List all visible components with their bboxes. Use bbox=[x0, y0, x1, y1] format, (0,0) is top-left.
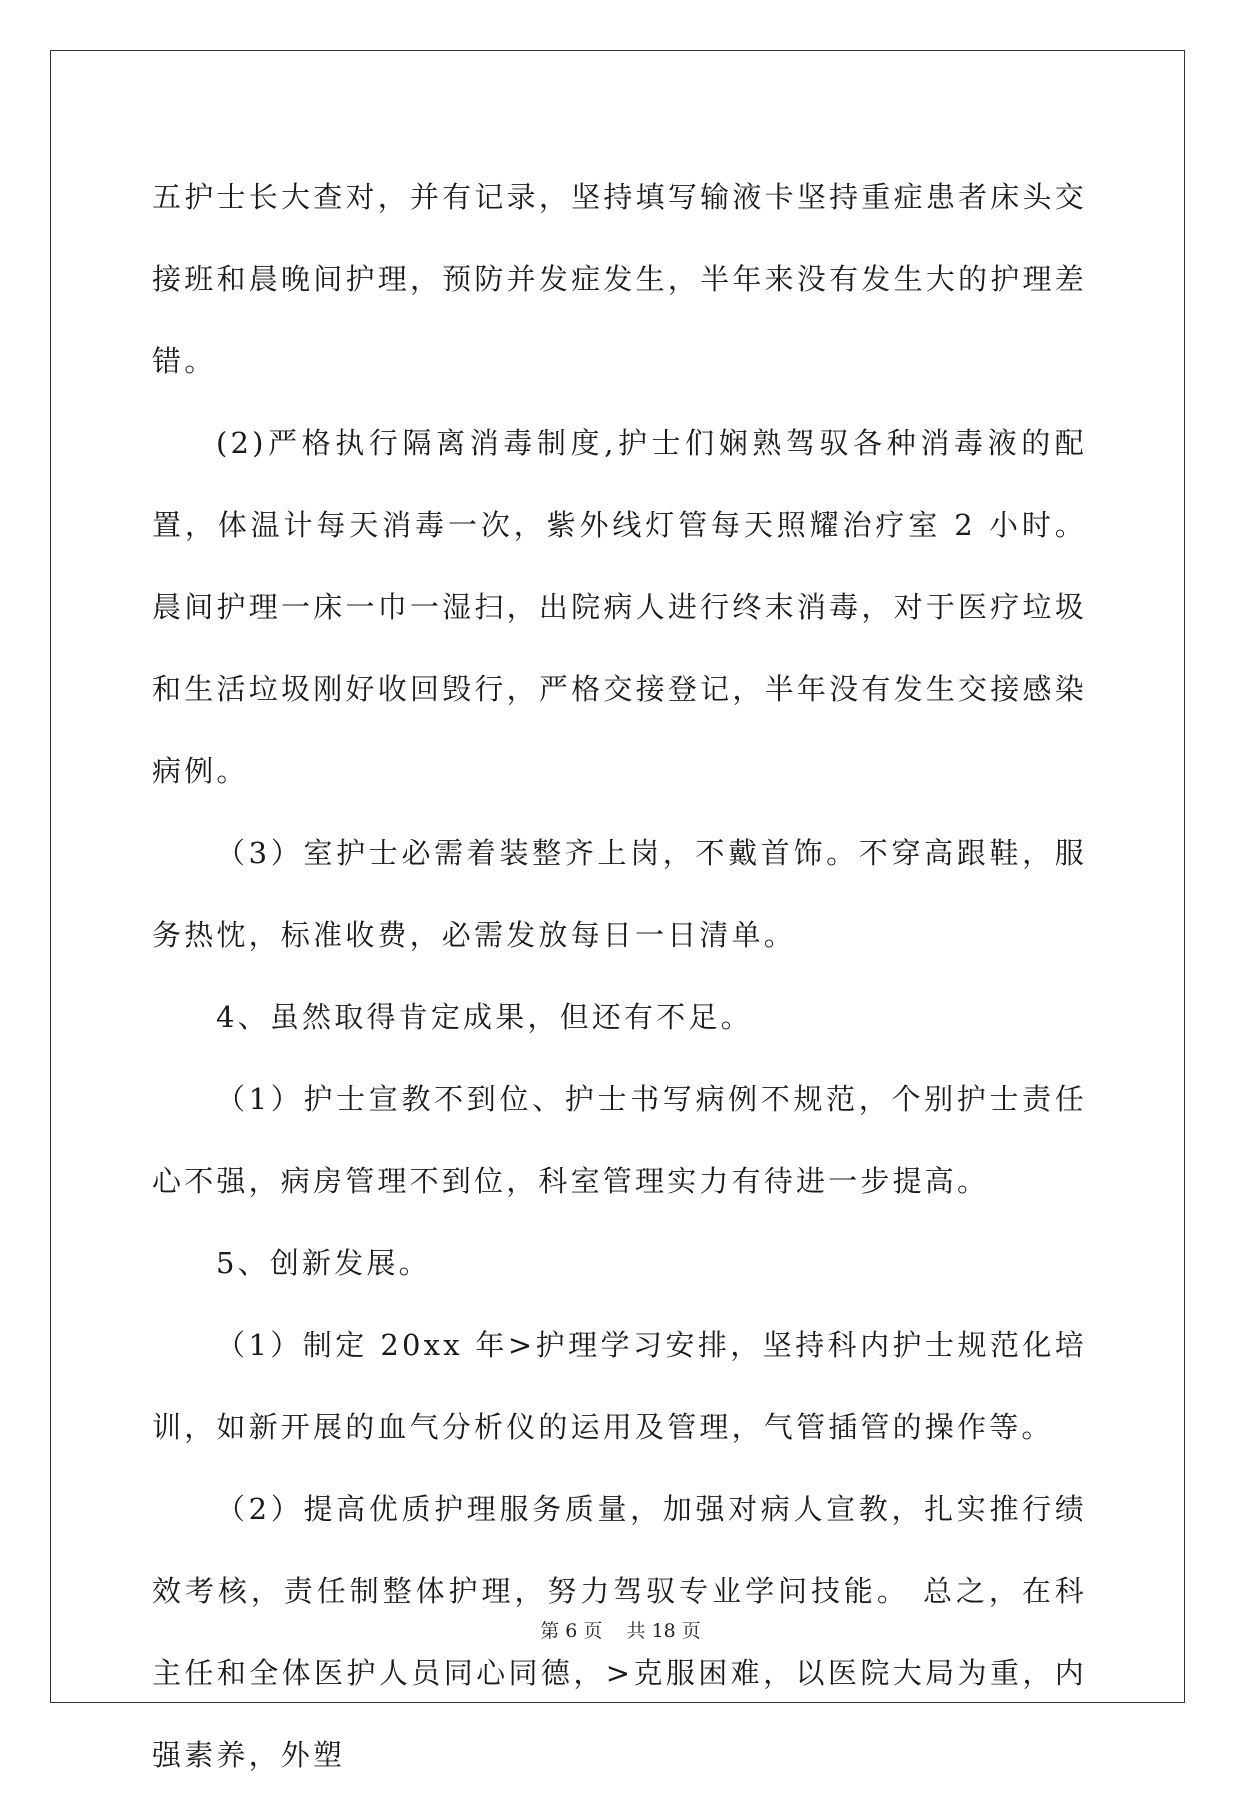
page-total: 共 18 页 bbox=[626, 1620, 701, 1642]
footer-spacer bbox=[602, 1620, 626, 1642]
paragraph-2: (2)严格执行隔离消毒制度,护士们娴熟驾驭各种消毒液的配置，体温计每天消毒一次，紫外线灯管每天照耀治疗室 2 小时。晨间护理一床一巾一湿扫，出院病人进行终末消毒，对于医疗垃圾和生活垃圾刚好收回毁行，严格交接登记，半年没有发生交接感染病例。 bbox=[152, 426, 1087, 788]
paragraph-4: 4、虽然取得肯定成果，但还有不足。 bbox=[216, 1000, 753, 1034]
document-body bbox=[152, 156, 1087, 1796]
paragraph-8: （2）提高优质护理服务质量，加强对病人宣教，扎实推行绩效考核，责任制整体护理，努力驾驭专业学问技能。 总之，在科主任和全体医护人员同心同德，>克服困难，以医院大局为重，内强素养，外塑 bbox=[152, 1492, 1087, 1772]
paragraph-3: （3）室护士必需着装整齐上岗，不戴首饰。不穿高跟鞋，服务热忱，标准收费，必需发放每日一日清单。 bbox=[152, 836, 1087, 952]
page-footer bbox=[0, 1616, 1241, 1643]
paragraph-7: （1）制定 20xx 年>护理学习安排，坚持科内护士规范化培训，如新开展的血气分析仪的运用及管理，气管插管的操作等。 bbox=[152, 1328, 1087, 1444]
paragraph-1: 五护士长大查对，并有记录，坚持填写输液卡坚持重症患者床头交接班和晨晚间护理，预防并发症发生，半年来没有发生大的护理差错。 bbox=[152, 180, 1087, 378]
paragraph-5: （1）护士宣教不到位、护士书写病例不规范，个别护士责任心不强，病房管理不到位，科室管理实力有待进一步提高。 bbox=[152, 1082, 1087, 1198]
page-number: 第 6 页 bbox=[540, 1620, 603, 1642]
paragraph-6: 5、创新发展。 bbox=[216, 1246, 431, 1280]
